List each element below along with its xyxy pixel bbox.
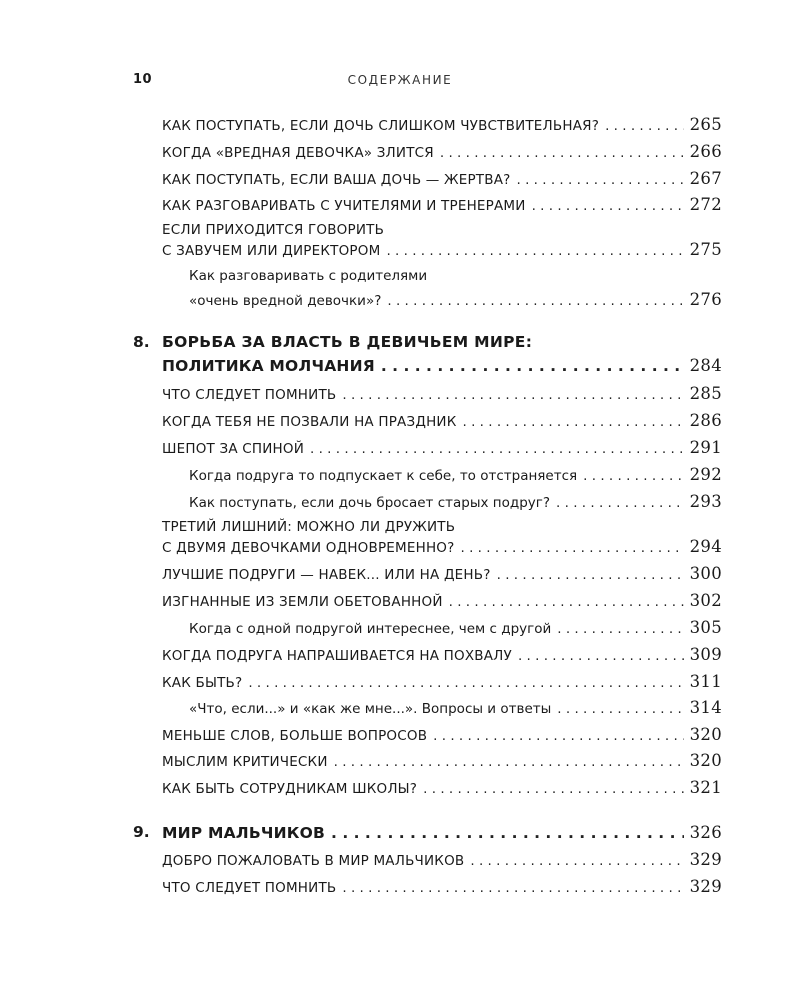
toc-entry[interactable]: ЧТО СЛЕДУЕТ ПОМНИТЬ . . . 329 xyxy=(162,877,722,898)
page-ref: 305 xyxy=(689,618,722,637)
chapter-title-line1: БОРЬБА ЗА ВЛАСТЬ В ДЕВИЧЬЕМ МИРЕ: xyxy=(162,333,533,351)
page-ref: 266 xyxy=(689,142,722,161)
page-ref: 265 xyxy=(689,115,722,134)
page-ref: 329 xyxy=(689,877,722,896)
page-ref: 285 xyxy=(689,384,722,403)
toc-entry[interactable]: ШЕПОТ ЗА СПИНОЙ . . . 291 xyxy=(162,438,722,459)
page-ref: 286 xyxy=(689,411,722,430)
toc-entry[interactable]: КАК РАЗГОВАРИВАТЬ С УЧИТЕЛЯМИ И ТРЕНЕРАМИ . . . 272 xyxy=(162,195,722,216)
toc-subentry-line1: Как разговаривать с родителями xyxy=(189,268,428,284)
toc-subentry[interactable]: Когда с одной подругой интереснее, чем с другой . . . 305 xyxy=(189,618,722,639)
toc-entry[interactable]: С ДВУМЯ ДЕВОЧКАМИ ОДНОВРЕМЕННО? . . . 294 xyxy=(162,537,722,558)
toc-subentry[interactable]: «Что, если...» и «как же мне...». Вопросы и ответы . . . 314 xyxy=(189,698,722,719)
page-ref: 326 xyxy=(689,823,722,842)
toc-entry[interactable]: ЛУЧШИЕ ПОДРУГИ — НАВЕК... ИЛИ НА ДЕНЬ? . . . 300 xyxy=(162,564,722,585)
page-ref: 292 xyxy=(689,465,722,484)
toc-chapter[interactable]: ПОЛИТИКА МОЛЧАНИЯ . . . 284 xyxy=(162,356,722,376)
toc-entry[interactable]: ЧТО СЛЕДУЕТ ПОМНИТЬ . . . 285 xyxy=(162,384,722,405)
page-ref: 321 xyxy=(689,778,722,797)
toc-entry[interactable]: ДОБРО ПОЖАЛОВАТЬ В МИР МАЛЬЧИКОВ . . . 329 xyxy=(162,850,722,871)
toc-entry[interactable]: КОГДА ПОДРУГА НАПРАШИВАЕТСЯ НА ПОХВАЛУ . . . 309 xyxy=(162,645,722,666)
toc-entry[interactable]: ИЗГНАННЫЕ ИЗ ЗЕМЛИ ОБЕТОВАННОЙ . . . 302 xyxy=(162,591,722,612)
page-ref: 320 xyxy=(689,725,722,744)
toc-entry[interactable]: КОГДА ТЕБЯ НЕ ПОЗВАЛИ НА ПРАЗДНИК . . . 286 xyxy=(162,411,722,432)
chapter-number: 9. xyxy=(133,823,150,841)
toc-entry[interactable]: КАК БЫТЬ СОТРУДНИКАМ ШКОЛЫ? . . . 321 xyxy=(162,778,722,799)
page-ref: 309 xyxy=(689,645,722,664)
toc-entry[interactable]: МЫСЛИМ КРИТИЧЕСКИ . . . 320 xyxy=(162,751,722,772)
toc-subentry[interactable]: «очень вредной девочки»? . . . 276 xyxy=(189,290,722,311)
toc-entry-line1: ЕСЛИ ПРИХОДИТСЯ ГОВОРИТЬ xyxy=(162,222,385,238)
page-ref: 272 xyxy=(689,195,722,214)
page-ref: 311 xyxy=(689,672,722,691)
chapter-number: 8. xyxy=(133,333,150,351)
toc-entry[interactable]: КАК БЫТЬ? . . . 311 xyxy=(162,672,722,693)
page-ref: 291 xyxy=(689,438,722,457)
toc-chapter[interactable]: МИР МАЛЬЧИКОВ . . . 326 xyxy=(162,823,722,843)
page-ref: 294 xyxy=(689,537,722,556)
page-ref: 300 xyxy=(689,564,722,583)
toc-entry[interactable]: КОГДА «ВРЕДНАЯ ДЕВОЧКА» ЗЛИТСЯ . . . 266 xyxy=(162,142,722,163)
running-title: СОДЕРЖАНИЕ xyxy=(347,73,453,87)
toc-subentry[interactable]: Когда подруга то подпускает к себе, то отстраняется . . . 292 xyxy=(189,465,722,486)
page-ref: 329 xyxy=(689,850,722,869)
page-ref: 275 xyxy=(689,240,722,259)
page-ref: 293 xyxy=(689,492,722,511)
toc-entry[interactable]: КАК ПОСТУПАТЬ, ЕСЛИ ДОЧЬ СЛИШКОМ ЧУВСТВИТЕЛЬНАЯ? . . . 265 xyxy=(162,115,722,136)
page-ref: 314 xyxy=(689,698,722,717)
page-number: 10 xyxy=(133,72,153,87)
page-ref: 302 xyxy=(689,591,722,610)
toc-entry[interactable]: С ЗАВУЧЕМ ИЛИ ДИРЕКТОРОМ . . . 275 xyxy=(162,240,722,261)
toc-subentry[interactable]: Как поступать, если дочь бросает старых подруг? . . . 293 xyxy=(189,492,722,513)
page-ref: 320 xyxy=(689,751,722,770)
page-header xyxy=(0,72,800,92)
page-ref: 276 xyxy=(689,290,722,309)
toc-entry[interactable]: МЕНЬШЕ СЛОВ, БОЛЬШЕ ВОПРОСОВ . . . 320 xyxy=(162,725,722,746)
toc-entry-line1: ТРЕТИЙ ЛИШНИЙ: МОЖНО ЛИ ДРУЖИТЬ xyxy=(162,519,456,535)
page-ref: 284 xyxy=(689,356,722,375)
page-ref: 267 xyxy=(689,169,722,188)
toc-entry[interactable]: КАК ПОСТУПАТЬ, ЕСЛИ ВАША ДОЧЬ — ЖЕРТВА? . . . 267 xyxy=(162,169,722,190)
